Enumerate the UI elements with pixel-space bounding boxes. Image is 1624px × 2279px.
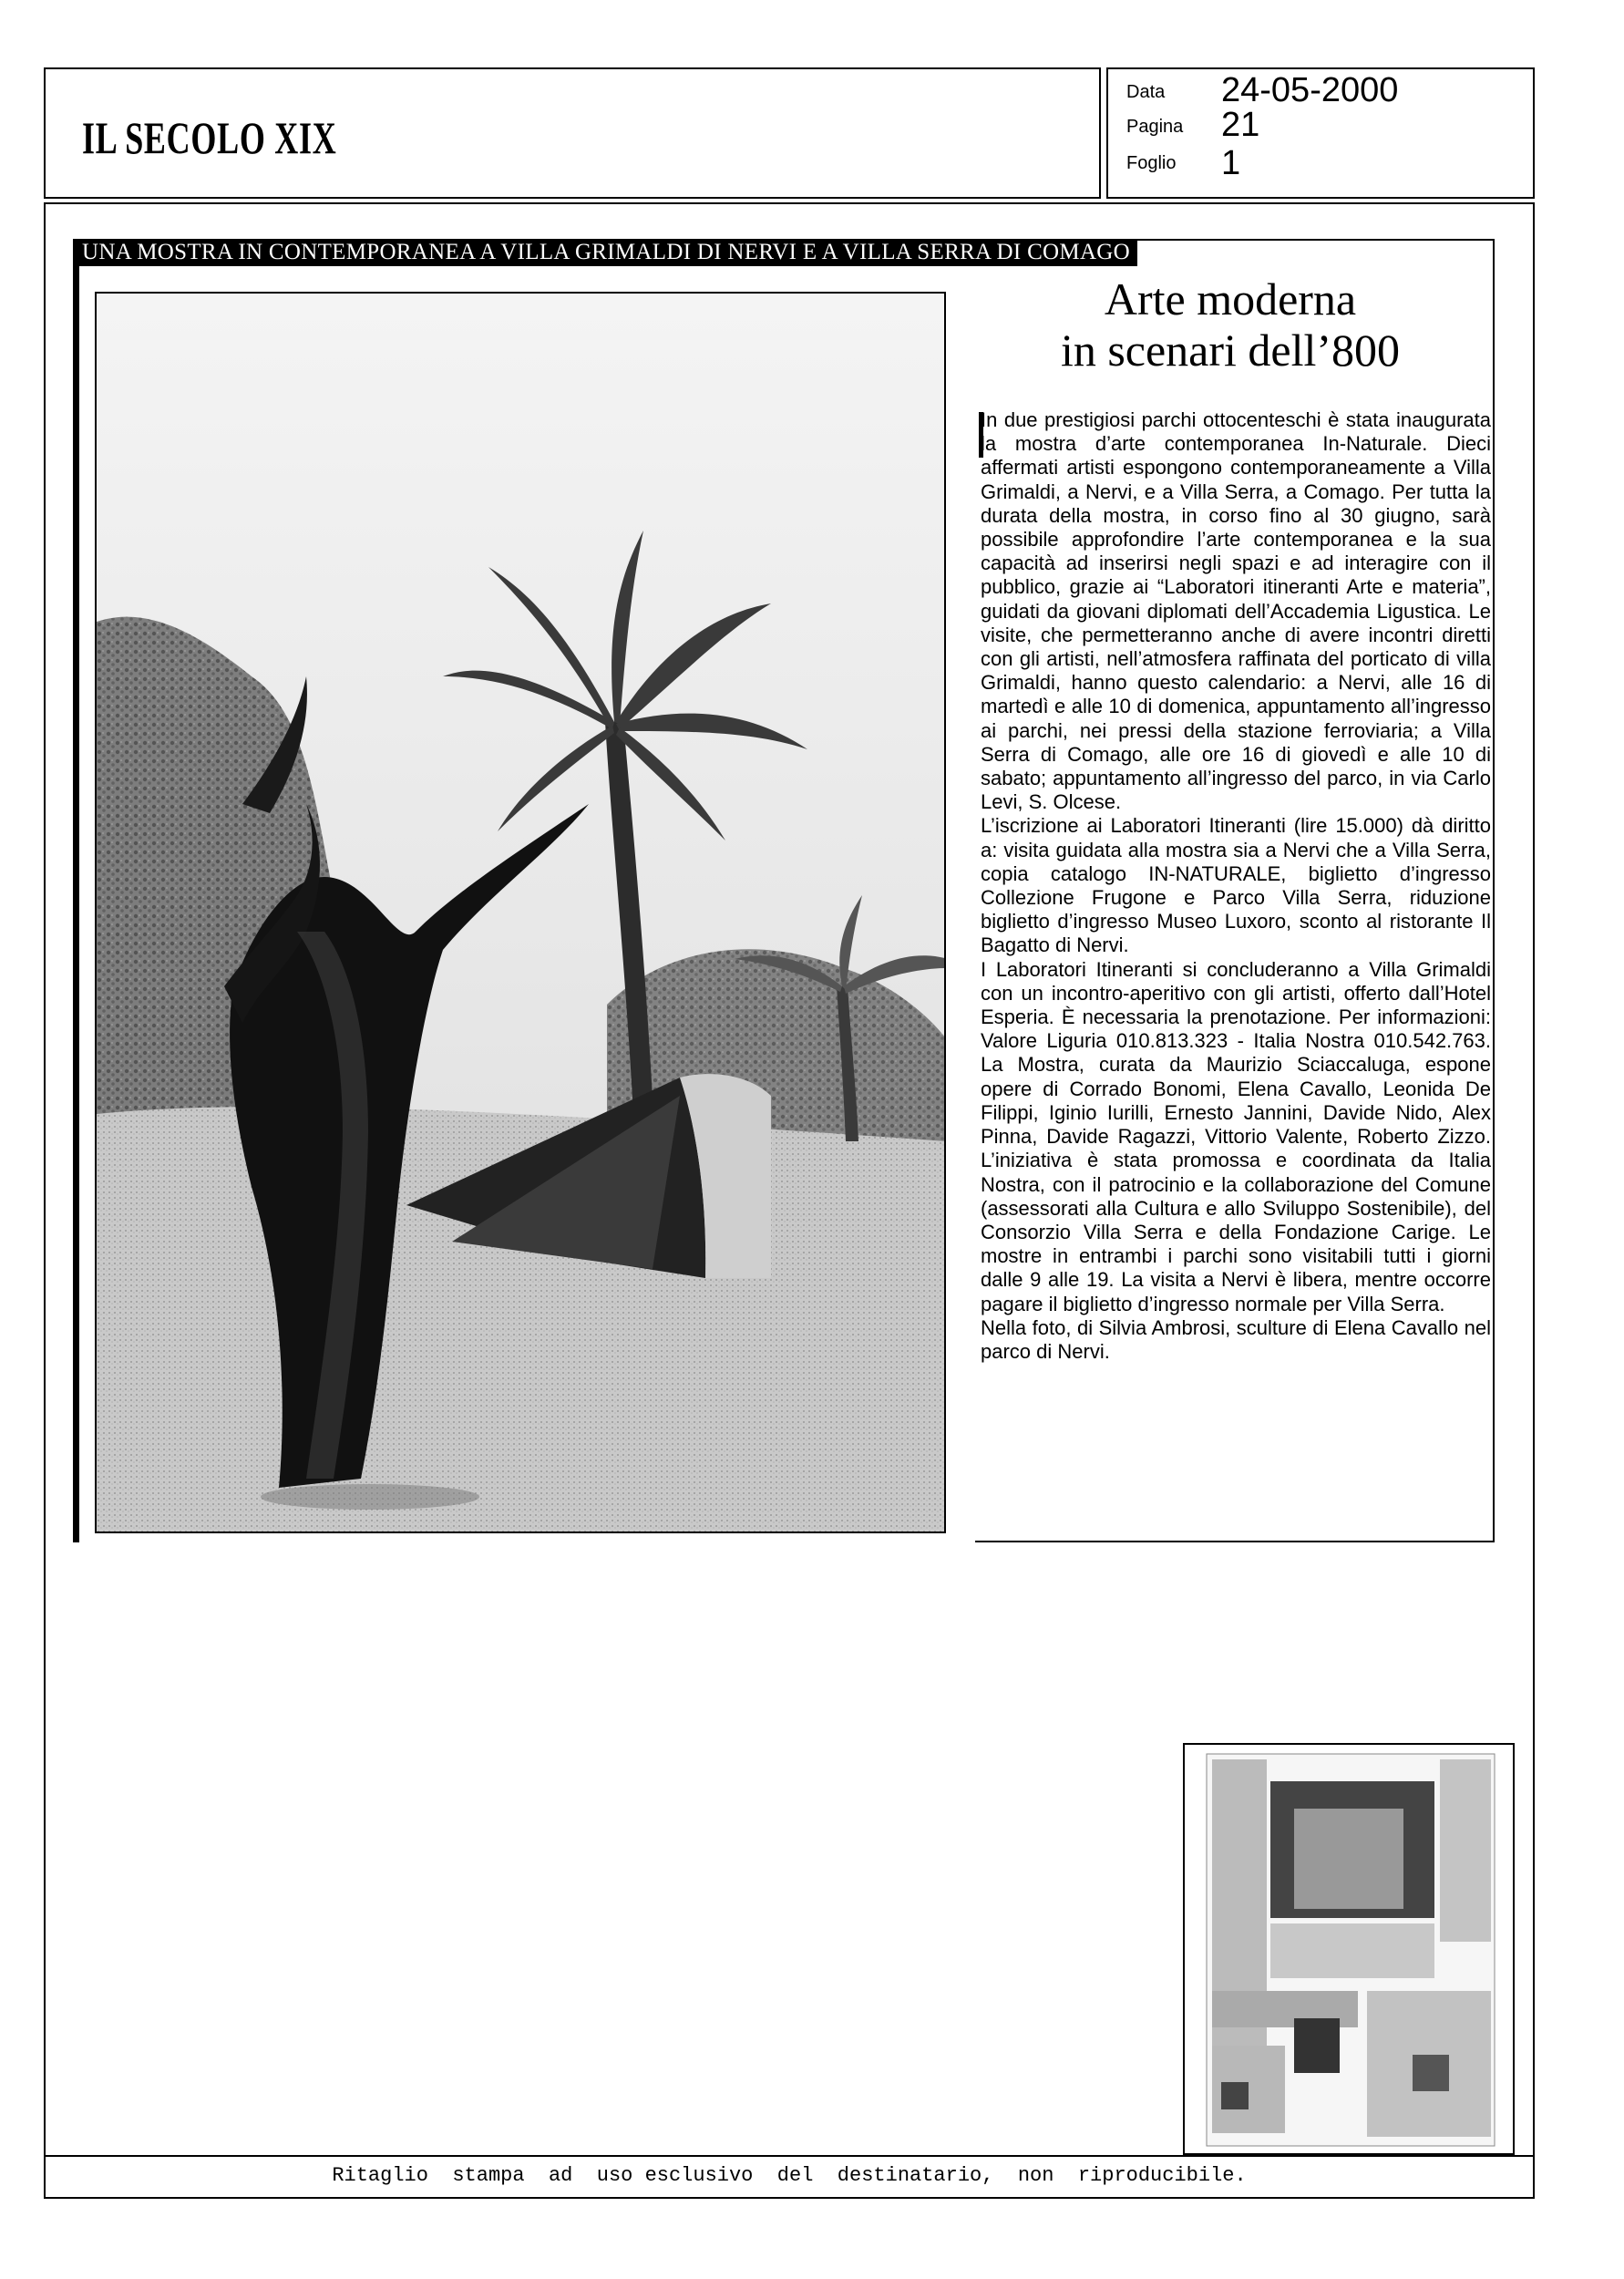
article-body: In due prestigiosi parchi ottocenteschi è stata inaugurata la mostra d’arte contemporanea In-Naturale. Dieci affermati artisti espongono contemporaneamente a Villa Grimaldi, a Nervi, e a Villa Serra, a Comago. Per tutta la durata della mostra, in corso fino al 30 giugno, sarà possibile approfondire l’arte contemporanea e la sua capacità ad inserirsi negli spazi e ad interagire con il pubblico, grazie ai “Laboratori itineranti Arte e materia”, guidati da giovani diplomati dell’Accademia Ligustica. Le visite, che permetteranno anche di avere incontri diretti con gli artisti, nell’atmosfera raffinata del porticato di villa Grimaldi, hanno questo calendario: a Nervi, alle 16 di martedì e alle 10 di domenica, appuntamento all’ingresso ai parchi, nei pressi della stazione ferroviaria; a Villa Serra di Comago, alle ore 16 di giovedì e alle 10 di sabato; appuntamento all’ingresso del parco, in via Carlo Levi, S. Olcese. L’iscrizione ai Laboratori Itineranti (lire 15.000) dà diritto a: visita guidata alla mostra sia a Nervi che a Villa Serra, copia catalogo IN-NATURALE, biglietto d’ingresso Collezione Frugone e Parco Villa Serra, riduzione biglietto d’ingresso Museo Luxoro, sconto al ristorante Il Bagatto di Nervi. I Laboratori Itineranti si concluderanno a Villa Grimaldi con un incontro-aperitivo con gli artisti, offerto dall’Hotel Esperia. È necessaria la prenotazione. Per informazioni: Valore Liguria 010.813.323 - Italia Nostra 010.542.763. La Mostra, curata da Maurizio Sciaccaluga, espone opere di Corrado Bonomi, Elena Cavallo, Leonida De Filippi, Iginio Iurilli, Ernesto Jannini, Davide Nido, Alex Pinna, Davide Ragazzi, Vittorio Valente, Roberto Zizzo. L’iniziativa è stata promossa e coordinata da Italia Nostra, con il patrocinio e la collaborazione del Comune (assessorati alla Cultura e allo Sviluppo Sostenibile), del Consorzio Villa Serra e della Fondazione Carige. Le mostre in entrambi i parchi sono visitabili tutti i giorni dalle 9 alle 19. La visita a Nervi è libera, mentre occorre pagare il biglietto d’ingresso normale per Villa Serra. Nella foto, di Silvia Ambrosi, sculture di Elena Cavallo nel parco di Nervi. [981,408,1491,1363]
article-headline [966,273,1495,376]
date-label: Data [1126,82,1166,102]
article-kicker: UNA MOSTRA IN CONTEMPORANEA A VILLA GRIMALDI DI NERVI E A VILLA SERRA DI COMAGO [73,239,1137,266]
page-value: 21 [1221,106,1260,144]
masthead-title: IL SECOLO XIX [82,112,337,163]
article-right-rule [1493,239,1495,1542]
date-value: 24-05-2000 [1221,71,1399,109]
headline-line-1: Arte moderna [1104,273,1357,325]
sculpture-photo-image [97,294,946,1533]
page-thumbnail [1183,1743,1515,2155]
article-left-rule [73,239,79,1542]
sheet-value: 1 [1221,144,1241,182]
article-photo [95,292,946,1533]
headline-line-2: in scenari dell’800 [1060,325,1401,376]
page-label: Pagina [1126,117,1184,137]
sheet-label: Foglio [1126,153,1177,173]
article-bottom-rule [975,1541,1495,1542]
page-thumbnail-image [1185,1745,1515,2155]
footer-notice: Ritaglio stampa ad uso esclusivo del destinatario, non riproducibile. [332,2164,1247,2187]
